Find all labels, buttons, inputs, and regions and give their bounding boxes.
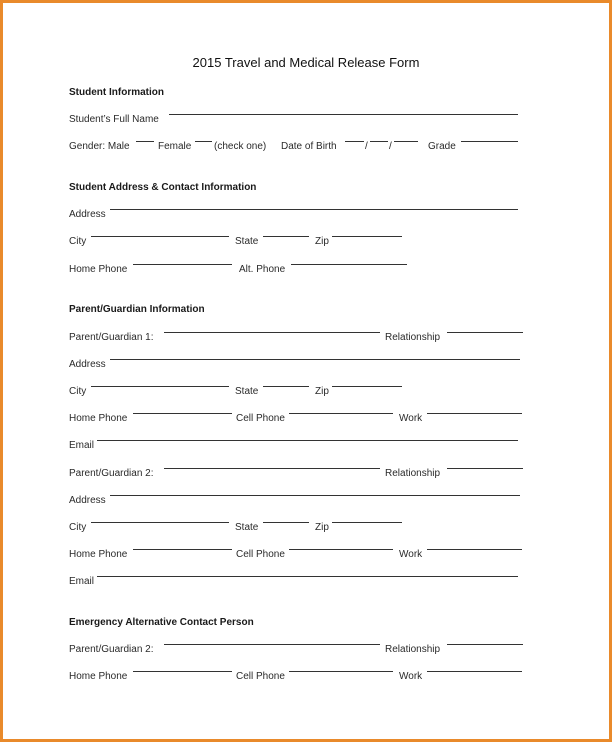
guardian2-city-label: City [69, 522, 87, 533]
guardian1-name-label: Parent/Guardian 1: [69, 332, 154, 343]
guardian1-zip-label: Zip [315, 386, 329, 397]
dob-year-field[interactable] [394, 141, 418, 142]
emergency-cell-phone-field[interactable] [289, 671, 393, 672]
guardian2-state-field[interactable] [263, 522, 309, 523]
guardian1-address-label: Address [69, 359, 106, 370]
emergency-home-phone-field[interactable] [133, 671, 232, 672]
guardian1-address-field[interactable] [110, 359, 520, 360]
alt-phone-label: Alt. Phone [239, 264, 286, 275]
guardian2-email-field[interactable] [97, 576, 518, 577]
guardian1-work-label: Work [399, 413, 423, 424]
student-state-field[interactable] [263, 236, 309, 237]
guardian1-state-label: State [235, 386, 259, 397]
dob-separator-1: / [365, 141, 368, 152]
guardian2-zip-field[interactable] [332, 522, 402, 523]
emergency-name-label: Parent/Guardian 2: [69, 644, 154, 655]
guardian1-relationship-label: Relationship [385, 332, 441, 343]
guardian1-cell-phone-label: Cell Phone [236, 413, 285, 424]
emergency-work-label: Work [399, 671, 423, 682]
student-city-field[interactable] [91, 236, 229, 237]
emergency-relationship-label: Relationship [385, 644, 441, 655]
guardian2-cell-phone-field[interactable] [289, 549, 393, 550]
dob-separator-2: / [389, 141, 392, 152]
guardian2-address-field[interactable] [110, 495, 520, 496]
heading-student-address: Student Address & Contact Information [69, 182, 257, 193]
grade-field[interactable] [461, 141, 518, 142]
guardian2-relationship-label: Relationship [385, 468, 441, 479]
guardian2-name-label: Parent/Guardian 2: [69, 468, 154, 479]
student-zip-field[interactable] [332, 236, 402, 237]
emergency-name-field[interactable] [164, 644, 380, 645]
gender-male-label: Gender: Male [69, 141, 130, 152]
form-title: 2015 Travel and Medical Release Form [192, 55, 420, 70]
guardian1-city-label: City [69, 386, 87, 397]
gender-female-label: Female [158, 141, 192, 152]
guardian1-work-field[interactable] [427, 413, 522, 414]
emergency-cell-phone-label: Cell Phone [236, 671, 285, 682]
guardian1-zip-field[interactable] [332, 386, 402, 387]
guardian1-email-label: Email [69, 440, 95, 451]
address-label: Address [69, 209, 106, 220]
guardian2-work-field[interactable] [427, 549, 522, 550]
guardian2-address-label: Address [69, 495, 106, 506]
guardian2-home-phone-field[interactable] [133, 549, 232, 550]
zip-label: Zip [315, 236, 329, 247]
guardian2-work-label: Work [399, 549, 423, 560]
heading-student-information: Student Information [69, 87, 164, 98]
dob-day-field[interactable] [370, 141, 388, 142]
guardian1-relationship-field[interactable] [447, 332, 523, 333]
student-address-field[interactable] [110, 209, 518, 210]
city-label: City [69, 236, 87, 247]
guardian2-relationship-field[interactable] [447, 468, 523, 469]
gender-male-field[interactable] [136, 141, 154, 142]
student-alt-phone-field[interactable] [291, 264, 407, 265]
state-label: State [235, 236, 259, 247]
guardian1-state-field[interactable] [263, 386, 309, 387]
emergency-relationship-field[interactable] [447, 644, 523, 645]
home-phone-label: Home Phone [69, 264, 128, 275]
student-home-phone-field[interactable] [133, 264, 232, 265]
guardian1-city-field[interactable] [91, 386, 229, 387]
emergency-work-field[interactable] [427, 671, 522, 672]
heading-parent-guardian: Parent/Guardian Information [69, 304, 205, 315]
dob-month-field[interactable] [345, 141, 364, 142]
guardian1-name-field[interactable] [164, 332, 380, 333]
guardian2-zip-label: Zip [315, 522, 329, 533]
heading-emergency-contact: Emergency Alternative Contact Person [69, 617, 254, 628]
full-name-label: Student’s Full Name [69, 114, 159, 125]
guardian2-city-field[interactable] [91, 522, 229, 523]
guardian1-cell-phone-field[interactable] [289, 413, 393, 414]
guardian2-cell-phone-label: Cell Phone [236, 549, 285, 560]
grade-label: Grade [428, 141, 456, 152]
guardian2-state-label: State [235, 522, 259, 533]
emergency-home-phone-label: Home Phone [69, 671, 128, 682]
full-name-field[interactable] [169, 114, 518, 115]
guardian2-name-field[interactable] [164, 468, 380, 469]
check-one-note: (check one) [214, 141, 267, 152]
guardian1-home-phone-field[interactable] [133, 413, 232, 414]
guardian2-home-phone-label: Home Phone [69, 549, 128, 560]
guardian1-email-field[interactable] [97, 440, 518, 441]
guardian1-home-phone-label: Home Phone [69, 413, 128, 424]
dob-label: Date of Birth [281, 141, 337, 152]
guardian2-email-label: Email [69, 576, 95, 587]
gender-female-field[interactable] [195, 141, 212, 142]
